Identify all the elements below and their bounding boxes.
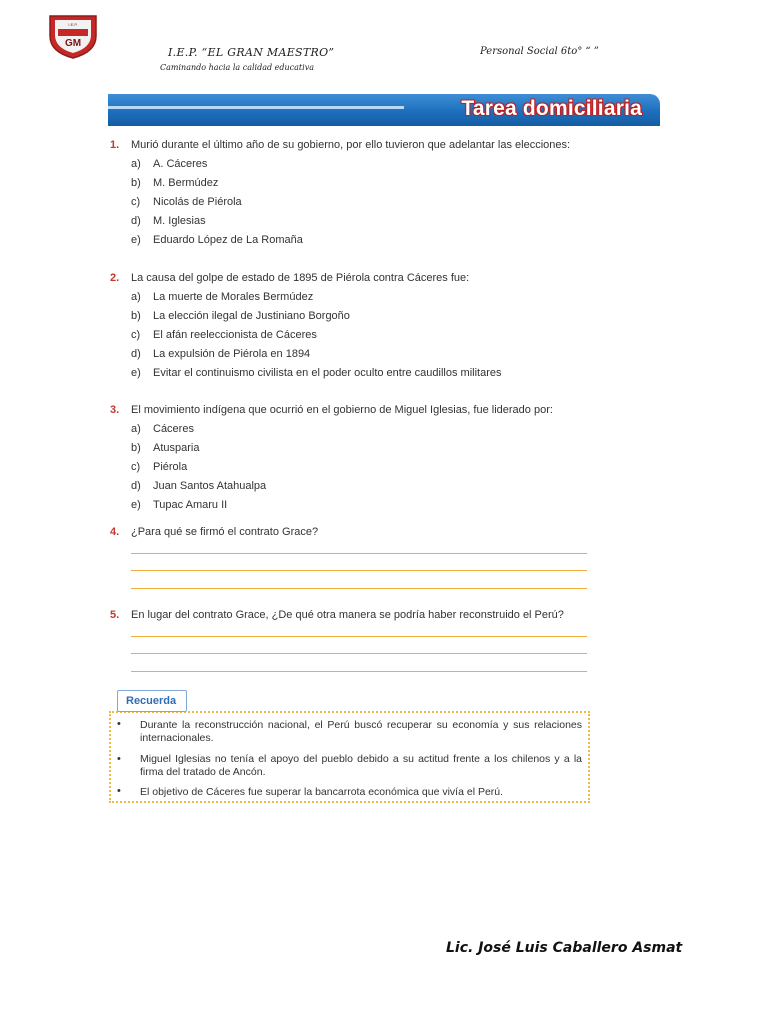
banner-title: Tarea domiciliaria [461, 97, 642, 120]
option-text: La expulsión de Piérola en 1894 [153, 348, 311, 360]
option-letter: d) [131, 215, 141, 227]
option-letter: d) [131, 480, 141, 492]
option-letter: c) [131, 461, 141, 473]
option-text: Piérola [153, 461, 188, 473]
bullet-icon: • [117, 753, 121, 765]
option-text: Eduardo López de La Romaña [153, 234, 303, 246]
option-letter: e) [131, 367, 141, 379]
option-text: A. Cáceres [153, 158, 208, 170]
question-text: En lugar del contrato Grace, ¿De qué otra manera se podría haber reconstruido el Perú? [131, 609, 564, 621]
question-number: 4. [110, 526, 120, 538]
option-letter: e) [131, 234, 141, 246]
recuerda-tab [117, 690, 187, 712]
option-text: El afán reeleccionista de Cáceres [153, 329, 317, 341]
question-number: 1. [110, 139, 120, 151]
option-text: Nicolás de Piérola [153, 196, 242, 208]
answer-line[interactable] [131, 570, 587, 571]
option-letter: d) [131, 348, 141, 360]
school-logo [46, 10, 100, 60]
question-number: 3. [110, 404, 120, 416]
question-text: ¿Para qué se firmó el contrato Grace? [131, 526, 319, 538]
answer-line[interactable] [131, 588, 587, 589]
option-text: Juan Santos Atahualpa [153, 480, 267, 492]
option-letter: b) [131, 442, 141, 454]
option-text: Atusparia [153, 442, 200, 454]
homework-banner [108, 94, 660, 126]
option-letter: a) [131, 291, 141, 303]
bullet-icon: • [117, 718, 121, 730]
svg-text:I.E.P.: I.E.P. [68, 22, 78, 27]
question-number: 2. [110, 272, 120, 284]
bullet-icon: • [117, 785, 121, 797]
option-letter: a) [131, 423, 141, 435]
svg-text:GM: GM [64, 38, 82, 49]
school-motto: Caminando hacia la calidad educativa [160, 63, 314, 72]
option-text: M. Bermúdez [153, 177, 219, 189]
option-letter: b) [131, 310, 141, 322]
option-text: Tupac Amaru II [153, 499, 228, 511]
banner-stripe [108, 106, 404, 109]
option-text: Evitar el continuismo civilista en el poder oculto entre caudillos militares [153, 367, 502, 379]
question-text: Murió durante el último año de su gobierno, por ello tuvieron que adelantar las elecciones: [131, 139, 571, 151]
option-letter: e) [131, 499, 141, 511]
answer-line[interactable] [131, 671, 587, 672]
option-letter: c) [131, 196, 141, 208]
option-letter: c) [131, 329, 141, 341]
option-text: M. Iglesias [153, 215, 206, 227]
recuerda-label: Recuerda [126, 695, 177, 707]
course-label: Personal Social 6to° “ ” [480, 46, 599, 57]
recuerda-note: Miguel Iglesias no tenía el apoyo del pueblo debido a su actitud frente a los chilenos y a la firma del tratado de Ancón. [140, 753, 582, 778]
question-number: 5. [110, 609, 120, 621]
answer-line[interactable] [131, 636, 587, 637]
teacher-signature: Lic. José Luis Caballero Asmat [446, 940, 683, 956]
recuerda-note: Durante la reconstrucción nacional, el Perú buscó recuperar su economía y sus relaciones internacionales. [140, 719, 582, 744]
recuerda-note: El objetivo de Cáceres fue superar la bancarrota económica que vivía el Perú. [140, 786, 504, 798]
answer-line[interactable] [131, 553, 587, 554]
option-letter: b) [131, 177, 141, 189]
question-text: El movimiento indígena que ocurrió en el gobierno de Miguel Iglesias, fue liderado por: [131, 404, 553, 416]
option-letter: a) [131, 158, 141, 170]
option-text: Cáceres [153, 423, 194, 435]
option-text: La muerte de Morales Bermúdez [153, 291, 314, 303]
school-name: I.E.P. “EL GRAN MAESTRO” [168, 46, 335, 59]
option-text: La elección ilegal de Justiniano Borgoño [153, 310, 350, 322]
answer-line[interactable] [131, 653, 587, 654]
question-text: La causa del golpe de estado de 1895 de Piérola contra Cáceres fue: [131, 272, 470, 284]
